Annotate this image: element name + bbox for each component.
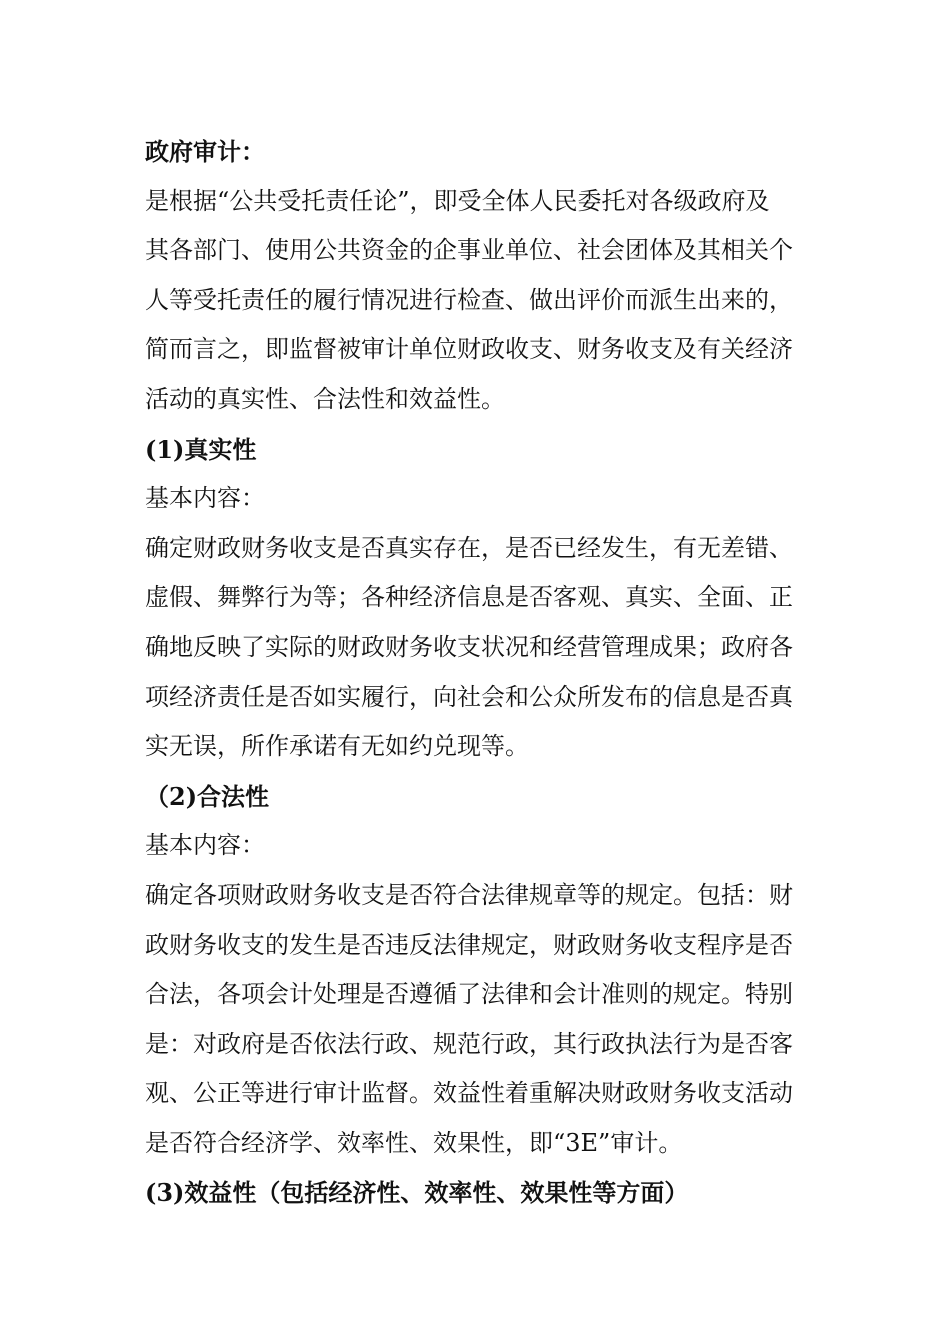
intro-line: 其各部门、使用公共资金的企事业单位、社会团体及其相关个 bbox=[145, 236, 793, 265]
intro-line: 是根据“公共受托责任论”，即受全体人民委托对各级政府及 bbox=[145, 186, 770, 215]
section-text-line: 观、公正等进行审计监督。效益性着重解决财政财务收支活动 bbox=[145, 1079, 793, 1108]
section-label: 基本内容： bbox=[145, 831, 265, 860]
section-text-line: 是否符合经济学、效率性、效果性，即“3E”审计。 bbox=[145, 1128, 683, 1157]
section-text-line: 合法，各项会计处理是否遵循了法律和会计准则的规定。特别 bbox=[145, 980, 793, 1009]
section-heading-authenticity: (1)真实性 bbox=[145, 434, 257, 464]
section-text-line: 虚假、舞弊行为等；各种经济信息是否客观、真实、全面、正 bbox=[145, 583, 793, 612]
intro-line: 人等受托责任的履行情况进行检查、做出评价而派生出来的， bbox=[145, 285, 793, 314]
section-text-line: 是：对政府是否依法行政、规范行政，其行政执法行为是否客 bbox=[145, 1029, 793, 1058]
section-heading-legality: （2)合法性 bbox=[145, 781, 270, 811]
section-text-line: 政财务收支的发生是否违反法律规定，财政财务收支程序是否 bbox=[145, 930, 793, 959]
intro-line: 简而言之，即监督被审计单位财政收支、财务收支及有关经济 bbox=[145, 335, 793, 364]
intro-line: 活动的真实性、合法性和效益性。 bbox=[145, 384, 505, 413]
document-title: 政府审计： bbox=[145, 137, 265, 166]
section-label: 基本内容： bbox=[145, 484, 265, 513]
document-page bbox=[145, 127, 815, 1218]
section-heading-effectiveness: (3)效益性（包括经济性、效率性、效果性等方面） bbox=[145, 1178, 689, 1208]
section-text-line: 项经济责任是否如实履行，向社会和公众所发布的信息是否真 bbox=[145, 682, 793, 711]
section-text-line: 确地反映了实际的财政财务收支状况和经营管理成果；政府各 bbox=[145, 632, 793, 661]
section-text-line: 确定各项财政财务收支是否符合法律规章等的规定。包括：财 bbox=[145, 880, 793, 909]
section-text-line: 实无误，所作承诺有无如约兑现等。 bbox=[145, 732, 529, 761]
section-text-line: 确定财政财务收支是否真实存在，是否已经发生，有无差错、 bbox=[145, 533, 793, 562]
